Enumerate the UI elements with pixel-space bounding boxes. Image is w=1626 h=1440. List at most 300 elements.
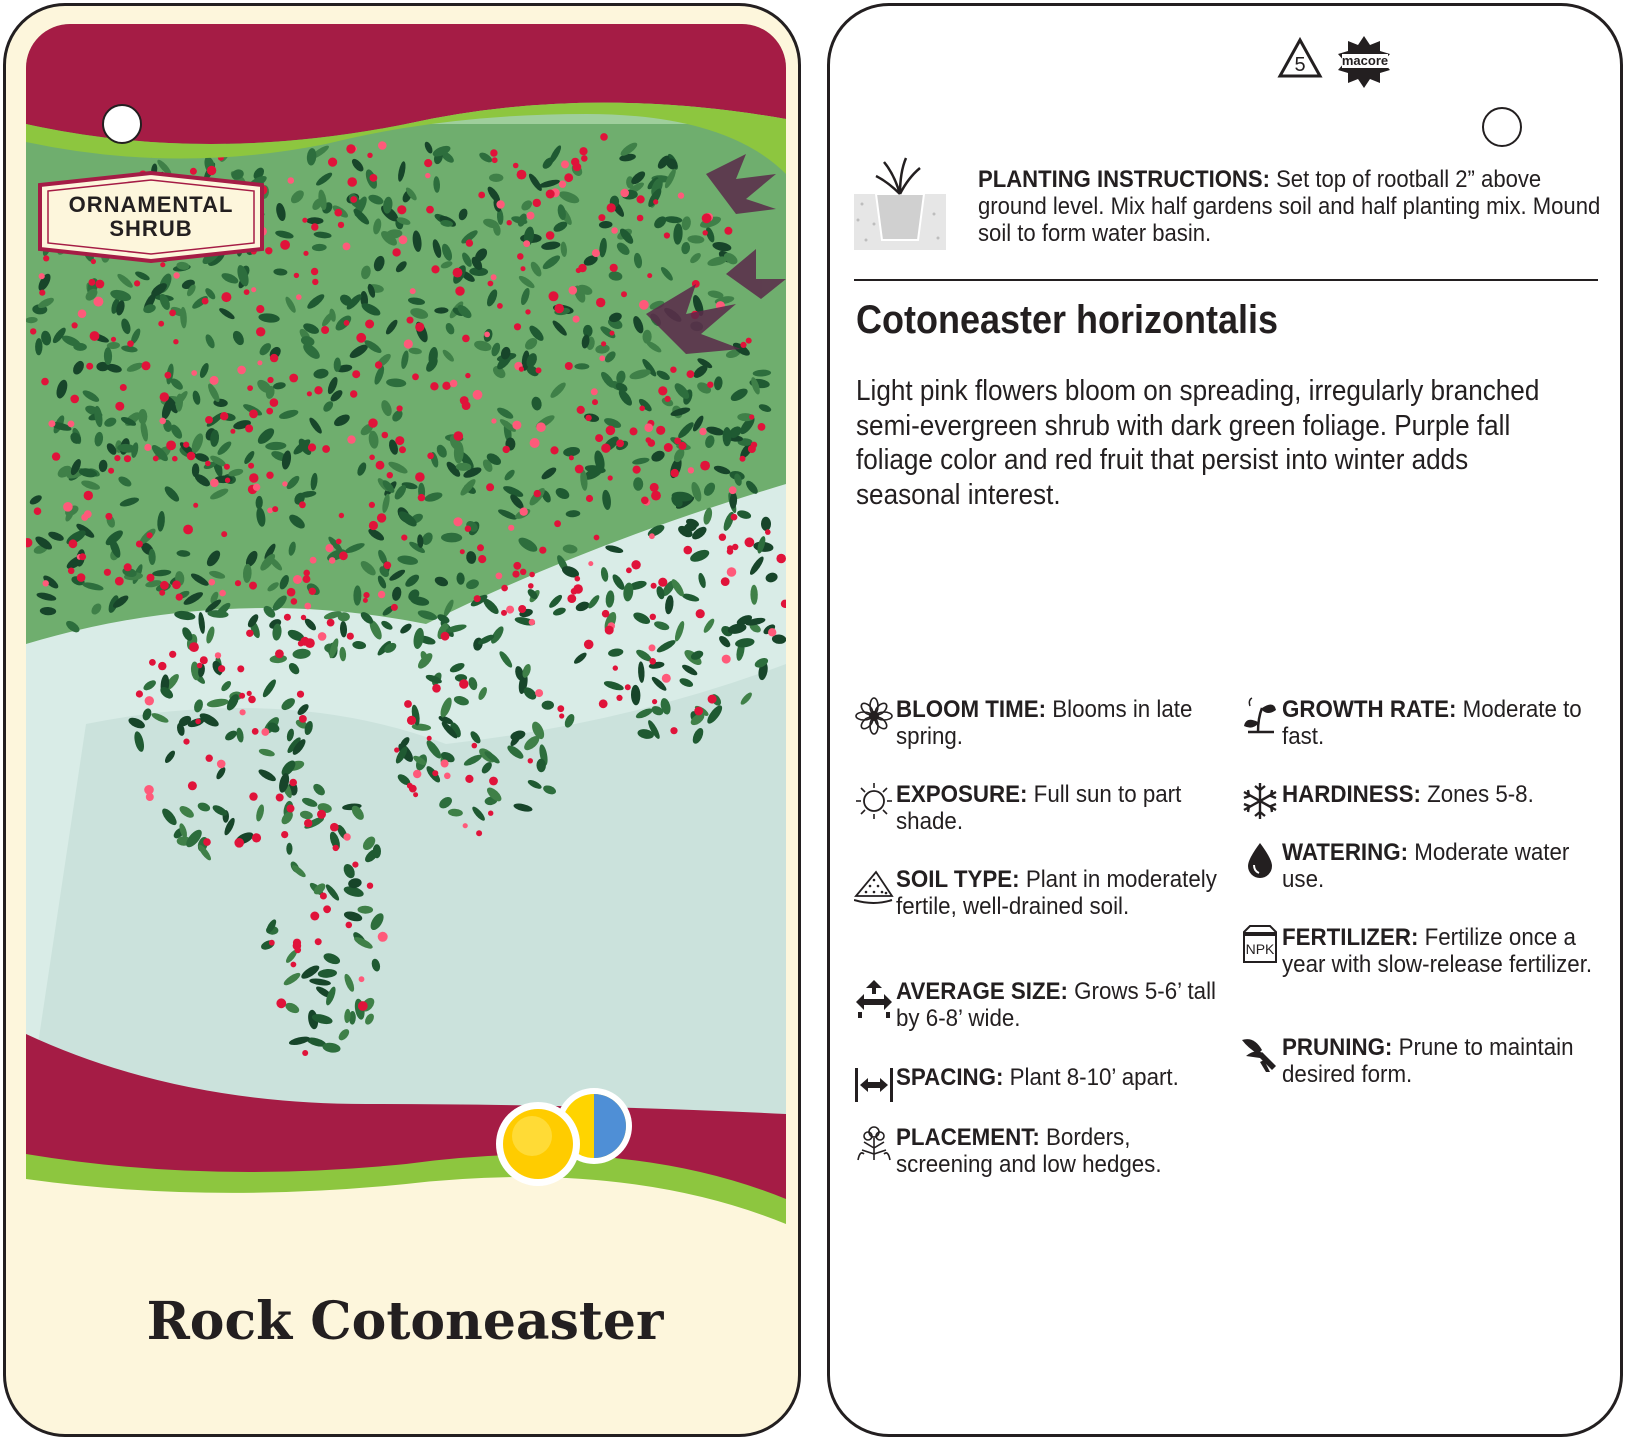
berry	[378, 932, 388, 942]
berry	[477, 544, 484, 551]
berry	[382, 432, 389, 439]
berry	[246, 630, 253, 637]
berry	[506, 606, 514, 614]
berry	[732, 544, 738, 550]
berry	[401, 535, 407, 541]
berry	[658, 578, 667, 587]
berry	[315, 938, 322, 945]
berry	[322, 445, 330, 453]
berry	[302, 1050, 308, 1056]
berry	[745, 537, 755, 547]
berry	[166, 441, 176, 451]
berry	[149, 659, 156, 666]
berry	[427, 453, 434, 460]
berry	[633, 466, 641, 474]
berry	[359, 976, 365, 982]
berry	[68, 568, 75, 575]
berry	[63, 502, 73, 512]
berry	[159, 590, 165, 596]
berry	[270, 354, 278, 362]
berry	[651, 583, 657, 589]
berry	[367, 883, 373, 889]
berry	[768, 628, 776, 636]
berry	[339, 513, 344, 518]
berry	[442, 382, 450, 390]
npk-bag-icon	[1240, 924, 1280, 964]
berry	[573, 163, 582, 172]
berry	[219, 590, 226, 597]
berry	[188, 781, 197, 790]
berry	[425, 173, 430, 178]
berry	[546, 231, 555, 240]
plant-tag-back	[827, 3, 1623, 1437]
berry	[746, 338, 752, 344]
berry	[602, 610, 610, 618]
berry	[513, 562, 521, 570]
berry	[539, 547, 546, 554]
berry	[89, 279, 96, 286]
berry	[183, 525, 193, 535]
berry	[641, 497, 649, 505]
berry	[513, 163, 519, 169]
berry	[269, 940, 275, 946]
berry	[234, 838, 244, 848]
leaf	[286, 843, 292, 855]
berry	[356, 333, 366, 343]
recycle-icon	[1280, 40, 1320, 76]
berry	[221, 531, 227, 537]
berry	[527, 212, 535, 220]
attr-label: HARDINESS:	[1282, 781, 1421, 808]
berry	[533, 199, 541, 207]
berry	[251, 287, 256, 292]
berry	[616, 440, 624, 448]
berry	[462, 401, 471, 410]
berry	[215, 652, 221, 658]
soil-pile-icon	[854, 866, 894, 906]
berry	[160, 392, 169, 401]
attr-value: Borders, screening and low hedges.	[896, 1124, 1162, 1178]
berry	[368, 418, 377, 427]
berry	[252, 833, 261, 842]
berry	[776, 554, 786, 564]
berry	[321, 326, 329, 334]
berry	[518, 605, 526, 613]
berry	[599, 355, 605, 361]
berry	[293, 575, 302, 584]
berry	[491, 274, 497, 280]
berry	[350, 390, 357, 397]
berry	[173, 272, 179, 278]
berry	[699, 428, 706, 435]
berry	[78, 309, 87, 318]
berry	[205, 461, 211, 467]
berry	[272, 506, 278, 512]
berry	[658, 386, 667, 395]
berry	[237, 366, 246, 375]
berry	[610, 264, 618, 272]
attr-value: Moderate to fast.	[1282, 696, 1582, 750]
berry	[751, 442, 757, 448]
berry	[749, 414, 754, 419]
berry	[127, 340, 134, 347]
berry	[450, 380, 458, 388]
berry	[569, 286, 578, 295]
berry	[610, 331, 615, 336]
category-badge	[36, 171, 266, 263]
berry	[550, 446, 558, 454]
berry	[307, 391, 312, 396]
berry	[145, 696, 154, 705]
berry	[308, 443, 316, 451]
berry	[418, 494, 425, 501]
berry	[256, 305, 264, 313]
berry	[404, 339, 413, 348]
berry	[535, 689, 543, 697]
berry	[69, 539, 78, 548]
berry	[595, 434, 603, 442]
attr-label: SOIL TYPE:	[896, 866, 1020, 893]
berry	[153, 456, 159, 462]
berry	[134, 280, 140, 286]
berry	[465, 526, 471, 532]
berry	[267, 377, 273, 383]
berry	[257, 360, 262, 365]
berry	[427, 736, 432, 741]
attr-value: Full sun to part shade.	[896, 781, 1182, 835]
attr-value: Plant 8-10’ apart.	[1003, 1064, 1179, 1091]
berry	[39, 290, 45, 296]
berry	[309, 588, 316, 595]
berry	[598, 214, 605, 221]
berry	[318, 632, 327, 641]
berry	[248, 463, 254, 469]
berry	[410, 288, 416, 294]
berry	[459, 679, 468, 688]
attr-value: Zones 5-8.	[1420, 781, 1534, 808]
berry	[652, 699, 657, 704]
berry	[650, 614, 656, 620]
berry	[488, 281, 494, 287]
berry	[136, 541, 143, 548]
berry	[301, 615, 306, 620]
berry	[144, 444, 151, 451]
berry	[52, 452, 60, 460]
berry	[323, 905, 331, 913]
berry	[287, 588, 296, 597]
spacing-arrows-icon	[854, 1064, 894, 1104]
berry	[79, 553, 86, 560]
berry	[124, 455, 131, 462]
berry	[453, 268, 463, 278]
berry	[519, 367, 524, 372]
berry	[585, 415, 591, 421]
planting-body: Set top of rootball 2” above ground level. Mix half gardens soil and half planting mix. Mound soil to form water basin.	[978, 166, 1601, 247]
berry	[200, 656, 208, 664]
berry	[486, 483, 494, 491]
berry	[275, 649, 284, 658]
berry	[601, 444, 610, 453]
attr-label: PRUNING:	[1282, 1034, 1393, 1061]
berry	[586, 495, 593, 502]
berry	[637, 215, 644, 222]
berry	[576, 268, 581, 273]
berry	[203, 838, 211, 846]
berry	[311, 223, 318, 230]
water-drop-icon	[1240, 839, 1280, 879]
berry	[176, 594, 183, 601]
berry	[217, 760, 226, 769]
berry	[507, 220, 512, 225]
berry	[317, 810, 326, 819]
berry	[159, 418, 166, 425]
berry	[630, 427, 638, 435]
berry	[394, 747, 399, 752]
berry	[484, 332, 490, 338]
leaf	[456, 463, 471, 471]
brand-icons	[1274, 34, 1404, 94]
berry	[528, 758, 533, 763]
berry	[620, 189, 629, 198]
berry	[476, 830, 482, 836]
berry	[311, 268, 318, 275]
berry	[105, 513, 112, 520]
berry	[334, 209, 342, 217]
berry	[671, 469, 679, 477]
berry	[473, 390, 483, 400]
berry	[160, 581, 169, 590]
badge-line-1: ORNAMENTAL	[68, 192, 234, 217]
berry	[517, 253, 524, 260]
berry	[546, 190, 555, 199]
badge-line-2: SHRUB	[109, 216, 193, 241]
berry	[426, 206, 434, 214]
berry	[653, 199, 658, 204]
berry	[503, 446, 510, 453]
berry	[206, 755, 213, 762]
berry	[740, 456, 746, 462]
berry	[444, 773, 451, 780]
berry	[637, 195, 645, 203]
berry	[530, 438, 540, 448]
berry	[727, 567, 737, 577]
berry	[328, 158, 337, 167]
berry	[350, 196, 357, 203]
divider	[854, 279, 1598, 281]
berry	[115, 402, 124, 411]
berry	[724, 227, 732, 235]
berry	[369, 521, 378, 530]
berry	[496, 573, 503, 580]
common-name: Rock Cotoneaster	[146, 1291, 664, 1352]
berry	[463, 823, 468, 828]
berry	[338, 222, 344, 228]
berry	[70, 395, 79, 404]
berry	[114, 455, 120, 461]
berry	[529, 619, 535, 625]
berry	[193, 503, 198, 508]
berry	[528, 583, 534, 589]
attr-value: Grows 5-6’ tall by 6-8’ wide.	[896, 978, 1216, 1032]
berry	[415, 472, 425, 482]
berry	[312, 279, 318, 285]
berry	[523, 240, 530, 247]
berry	[303, 570, 310, 577]
berry	[210, 479, 219, 488]
berry	[280, 240, 290, 250]
berry	[352, 862, 358, 868]
berry	[225, 478, 230, 483]
berry	[270, 398, 279, 407]
attr-label: WATERING:	[1282, 839, 1409, 866]
berry	[299, 715, 307, 723]
berry	[86, 363, 93, 370]
berry	[554, 304, 564, 314]
berry	[253, 484, 260, 491]
berry	[221, 292, 231, 302]
berry	[249, 473, 258, 482]
hang-hole	[1482, 107, 1522, 147]
berry	[291, 962, 297, 968]
berry	[247, 385, 253, 391]
planting-text	[978, 166, 1604, 247]
berry	[564, 173, 573, 182]
berry	[525, 309, 530, 314]
berry	[391, 604, 398, 611]
berry	[183, 442, 189, 448]
berry	[191, 370, 197, 376]
berry	[302, 218, 307, 223]
berry	[363, 598, 368, 603]
berry	[387, 472, 393, 478]
berry	[731, 514, 738, 521]
berry	[183, 739, 189, 745]
berry	[252, 728, 259, 735]
berry	[81, 514, 88, 521]
berry	[90, 331, 100, 341]
berry	[230, 429, 235, 434]
berry	[347, 177, 357, 187]
berry	[592, 249, 600, 257]
berry	[365, 320, 374, 329]
berry	[325, 544, 333, 552]
size-arrows-icon	[854, 978, 894, 1018]
attr-label: SPACING:	[896, 1064, 1004, 1091]
berry	[187, 452, 196, 461]
berry	[599, 699, 608, 708]
berry	[670, 727, 677, 734]
berry	[369, 455, 375, 461]
berry	[536, 422, 546, 432]
berry	[621, 291, 627, 297]
berry	[378, 591, 385, 598]
brand-name: macore	[1341, 53, 1389, 68]
berry	[501, 585, 508, 592]
berry	[347, 633, 354, 640]
berry	[249, 410, 258, 419]
berry	[520, 569, 526, 575]
berry	[413, 770, 421, 778]
flower-icon	[854, 696, 894, 736]
berry	[708, 695, 717, 704]
berry	[575, 465, 584, 474]
berry	[412, 373, 419, 380]
berry	[512, 421, 521, 430]
berry	[639, 300, 649, 310]
berry	[649, 533, 655, 539]
berry	[343, 833, 350, 840]
berry	[740, 342, 746, 348]
berry	[136, 690, 143, 697]
berry	[72, 322, 78, 328]
planting-instructions	[854, 154, 1601, 264]
berry	[626, 567, 632, 573]
berry	[670, 367, 676, 373]
npk-label: NPK	[1245, 941, 1275, 957]
berry	[77, 573, 86, 582]
berry	[239, 693, 245, 699]
berry	[397, 405, 403, 411]
berry	[514, 323, 521, 330]
berry	[158, 321, 164, 327]
berry	[462, 335, 470, 343]
berry	[375, 361, 382, 368]
berry	[508, 525, 514, 531]
berry	[266, 472, 273, 479]
berry	[430, 382, 438, 390]
berry	[577, 406, 585, 414]
berry	[220, 412, 228, 420]
berry	[431, 265, 439, 273]
berry	[41, 378, 49, 386]
attr-label: PLACEMENT:	[896, 1124, 1040, 1151]
berry	[575, 576, 581, 582]
berry	[330, 823, 339, 832]
berry	[639, 406, 645, 412]
berry	[48, 420, 55, 427]
attr-value: Fertilize once a year with slow-release fertilizer.	[1282, 924, 1593, 978]
exposure-icons	[494, 1084, 644, 1194]
plant-tag-front	[3, 3, 801, 1437]
berry	[314, 386, 322, 394]
berry	[30, 328, 36, 334]
berry	[606, 426, 616, 436]
berry	[649, 658, 656, 665]
berry	[320, 893, 327, 900]
berry	[172, 456, 178, 462]
attr-value: Blooms in late spring.	[896, 696, 1193, 750]
berry	[607, 203, 616, 212]
berry	[377, 513, 386, 522]
berry	[248, 696, 256, 704]
berry	[694, 707, 703, 716]
berry	[276, 794, 284, 802]
berry	[247, 691, 252, 696]
berry	[534, 490, 541, 497]
berry	[93, 297, 103, 307]
berry	[300, 637, 309, 646]
berry	[244, 289, 250, 295]
pruners-icon	[1240, 1034, 1280, 1074]
berry	[343, 243, 351, 251]
berry	[466, 239, 473, 246]
berry	[569, 455, 574, 460]
berry	[678, 192, 684, 198]
berry	[104, 569, 111, 576]
berry	[488, 811, 493, 816]
berry	[591, 388, 598, 395]
berry	[722, 655, 731, 664]
